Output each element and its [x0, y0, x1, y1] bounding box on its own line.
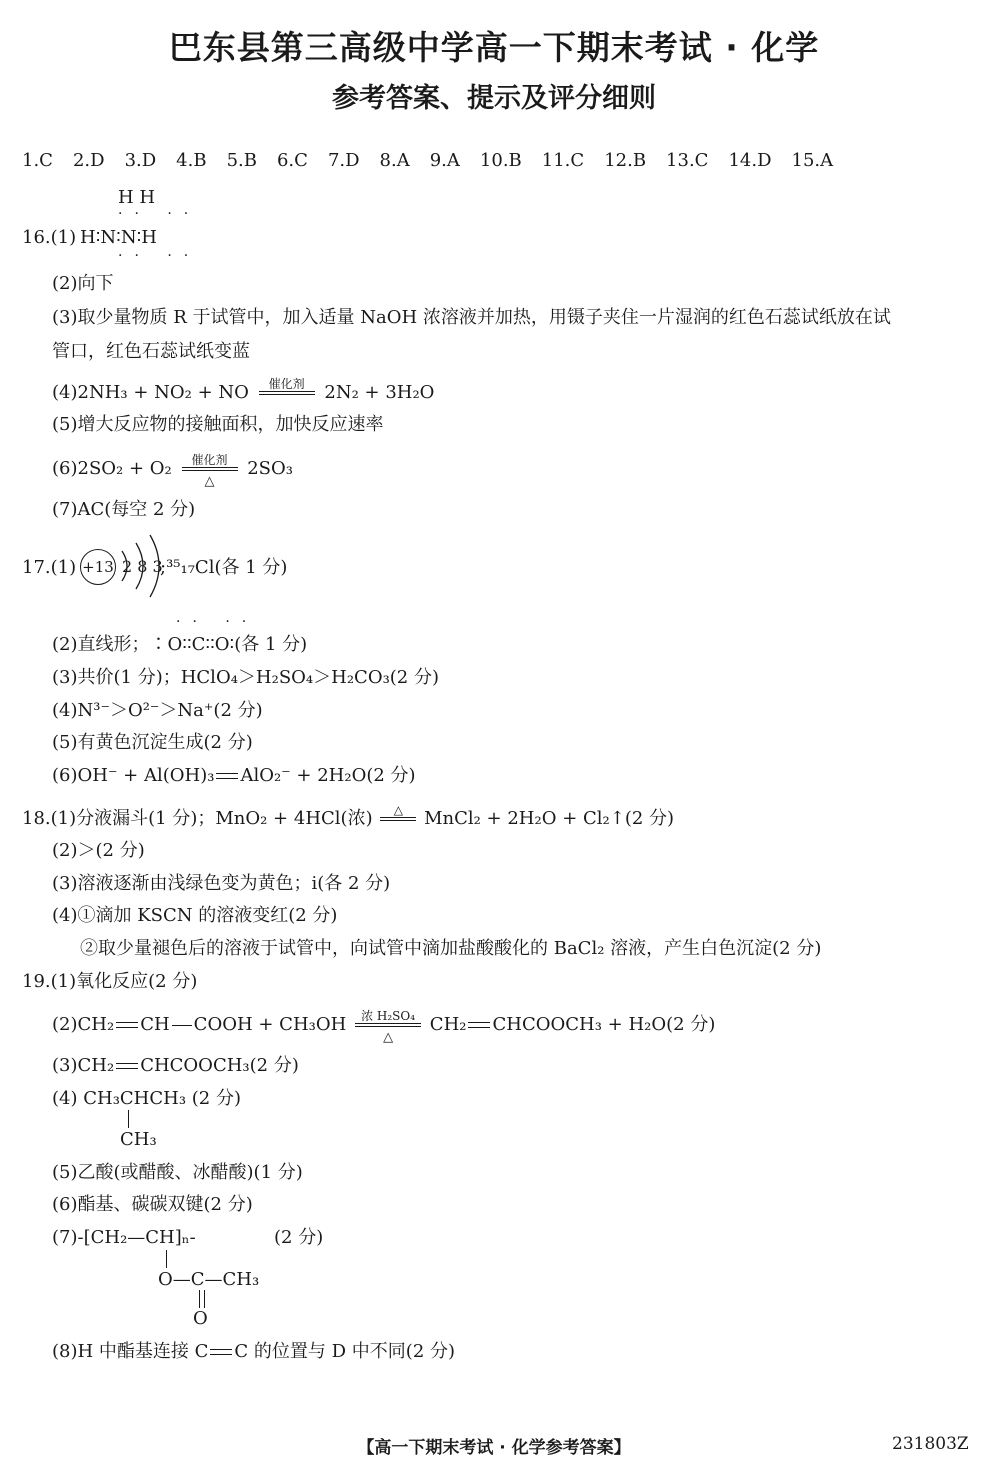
- double-bond: [116, 1022, 138, 1028]
- carbonyl-double-bond: [199, 1290, 205, 1308]
- co2-dots: ·· ··: [176, 614, 259, 630]
- q17-a5: (5)有黄色沉淀生成(2 分): [52, 732, 253, 753]
- answer-item: 9.A: [429, 150, 460, 171]
- q19-a7-polymer: (7)-[CH₂—CH]ₙ-: [52, 1227, 196, 1248]
- hydrazine-h-top: H H: [118, 187, 156, 208]
- equals-sign: [216, 773, 238, 779]
- branch-bond: [128, 1110, 129, 1128]
- answer-item: 7.D: [327, 150, 360, 171]
- q16-a4-equation: (4)2NH₃ + NO₂ + NO 催化剂 2N₂ + 3H₂O: [52, 380, 434, 406]
- q19-a5: (5)乙酸(或醋酸、冰醋酸)(1 分): [52, 1162, 303, 1183]
- double-bond: [210, 1349, 232, 1355]
- q18-a1: 18.(1)分液漏斗(1 分)；MnO₂ + 4HCl(浓) △ MnCl₂ + 2H₂O + Cl₂↑(2 分): [22, 806, 674, 832]
- lone-pair-dots-top: ·· ··: [118, 206, 201, 222]
- answer-item: 13.C: [666, 150, 709, 171]
- answer-item: 3.D: [124, 150, 157, 171]
- answer-item: 1.C: [22, 150, 53, 171]
- nucleus-icon: +13: [80, 549, 116, 585]
- reversible-condition: 催化剂 △: [178, 456, 242, 482]
- q17-a6: (6)OH⁻ + Al(OH)₃ AlO₂⁻ + 2H₂O(2 分): [52, 765, 416, 786]
- q17-a4: (4)N³⁻＞O²⁻＞Na⁺(2 分): [52, 700, 263, 721]
- q16-a2: (2)向下: [52, 273, 114, 294]
- answer-item: 2.D: [72, 150, 105, 171]
- q19-a8: (8)H 中酯基连接 C C 的位置与 D 中不同(2 分): [52, 1341, 456, 1362]
- q17-a3: (3)共价(1 分)；HClO₄＞H₂SO₄＞H₂CO₃(2 分): [52, 667, 440, 688]
- q18-a4-2: ②取少量褪色后的溶液于试管中，向试管中滴加盐酸酸化的 BaCl₂ 溶液，产生白色沉淀(2 分): [80, 938, 822, 959]
- atom-structure-diagram: [80, 549, 163, 585]
- double-bond: [116, 1063, 138, 1069]
- document-code: 231803Z: [892, 1434, 969, 1454]
- q17-a2: (2)直线形；∶O∶∶C∶∶O∶(各 1 分): [52, 634, 308, 655]
- reaction-condition: 催化剂: [255, 380, 319, 406]
- page-title: 巴东县第三高级中学高一下期末考试 · 化学: [168, 28, 820, 67]
- page-subtitle: 参考答案、提示及评分细则: [332, 83, 656, 114]
- lone-pair-dots-bottom: ·· ··: [118, 248, 201, 264]
- electron-shells: 2 8 3: [122, 557, 163, 576]
- q19-a4-branch: CH₃: [120, 1129, 157, 1150]
- q19-a3: (3)CH₂ CHCOOCH₃(2 分): [52, 1055, 299, 1076]
- q16-a7: (7)AC(每空 2 分): [52, 499, 196, 520]
- footer-title: 【高一下期末考试 · 化学参考答案】: [357, 1438, 631, 1458]
- answer-item: 11.C: [541, 150, 585, 171]
- answer-item: 8.A: [379, 150, 410, 171]
- answer-item: 15.A: [791, 150, 834, 171]
- single-bond: [172, 1025, 192, 1026]
- q19-a6: (6)酯基、碳碳双键(2 分): [52, 1194, 253, 1215]
- answer-item: 12.B: [604, 150, 647, 171]
- q19-a2: (2)CH₂ CH COOH + CH₃OH 浓 H₂SO₄ △ CH₂ CHCOOCH₃ + H₂O(2 分): [52, 1009, 716, 1045]
- q19-a7-score: (2 分): [274, 1227, 324, 1248]
- q18-a4-1: (4)①滴加 KSCN 的溶液变红(2 分): [52, 905, 338, 926]
- q16-a3-line1: (3)取少量物质 R 于试管中，加入适量 NaOH 浓溶液并加热，用镊子夹住一片湿润的红色石蕊试纸放在试: [52, 307, 891, 328]
- q16-a5: (5)增大反应物的接触面积，加快反应速率: [52, 414, 384, 435]
- answer-item: 14.D: [728, 150, 772, 171]
- multiple-choice-answers: [22, 150, 853, 171]
- answer-item: 4.B: [176, 150, 207, 171]
- q18-a3: (3)溶液逐渐由浅绿色变为黄色；i(各 2 分): [52, 873, 391, 894]
- q17-isotope: ;³⁵₁₇Cl(各 1 分): [160, 557, 288, 578]
- answer-item: 6.C: [276, 150, 308, 171]
- q19-a7-oxygen: O: [193, 1308, 208, 1329]
- esterification-condition: 浓 H₂SO₄ △: [352, 1012, 424, 1038]
- pendant-bond: [166, 1250, 167, 1268]
- q19-a1: 19.(1)氧化反应(2 分): [22, 971, 198, 992]
- q18-a2: (2)＞(2 分): [52, 840, 145, 861]
- q16-a6-equation: (6)2SO₂ + O₂ 催化剂 △ 2SO₃: [52, 453, 293, 489]
- answer-item: 10.B: [479, 150, 522, 171]
- double-bond: [468, 1022, 490, 1028]
- q16-a3-line2: 管口，红色石蕊试纸变蓝: [52, 341, 250, 362]
- q16-label: 16.(1): [22, 227, 77, 248]
- answer-item: 5.B: [226, 150, 257, 171]
- hydrazine-formula: H∶N∶N∶H: [80, 227, 157, 248]
- q19-a7-ester: O—C—CH₃: [158, 1269, 260, 1290]
- q17-label: 17.(1): [22, 557, 77, 578]
- q19-a4: (4) CH₃CHCH₃ (2 分): [52, 1088, 241, 1109]
- heat-condition: △: [378, 806, 418, 832]
